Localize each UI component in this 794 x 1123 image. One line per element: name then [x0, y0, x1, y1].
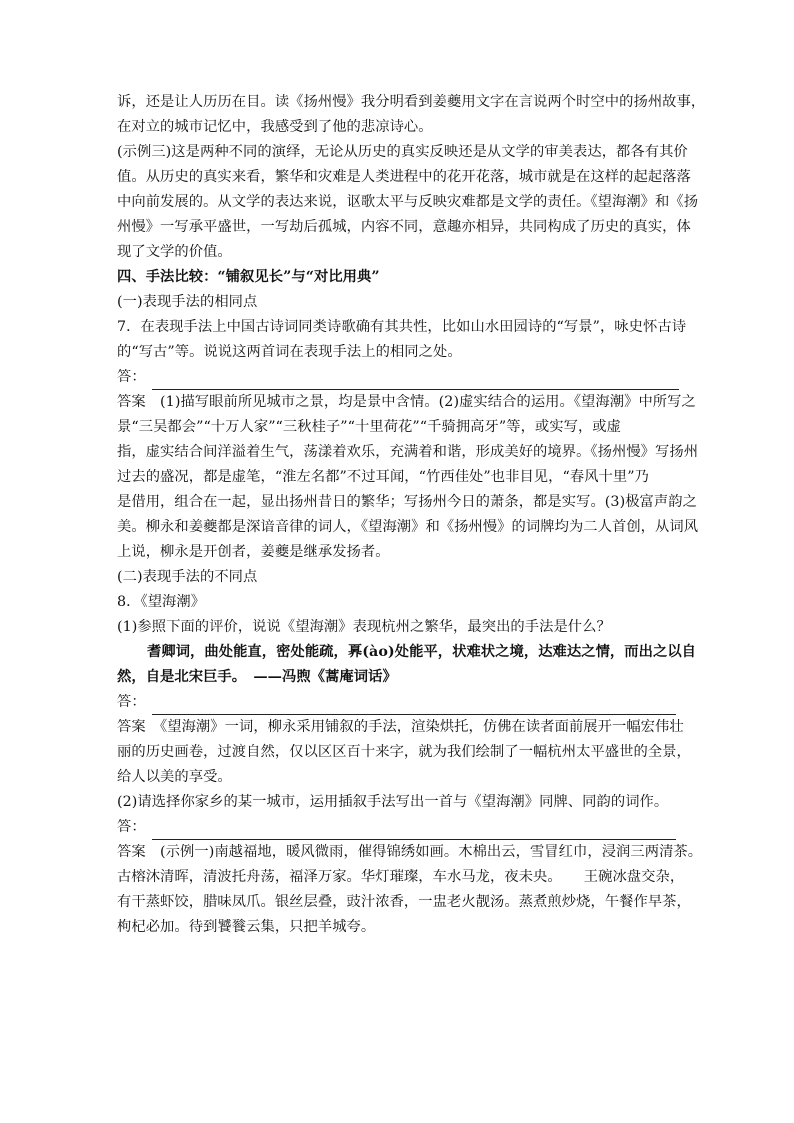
answer-field[interactable]: [117, 365, 679, 390]
document-page: [117, 90, 706, 940]
quote-line: 耆卿词，曲处能直，密处能疏，奡(ào)处能平，状难状之境，达难达之情，而出之以自: [147, 644, 697, 660]
answer-8-2-segment: 古榕沐清晖，清波托舟荡，福泽万家。华灯璀璨，车水马龙，夜未央。: [117, 869, 562, 885]
answer-8-2-line: 枸杞必加。待到饕餮云集，只把羊城夸。: [117, 919, 376, 935]
answer-label: 答：: [117, 369, 146, 385]
answer-8-1-line: 给人以美的享受。: [117, 769, 232, 785]
question-7-line: 7．在表现手法上中国古诗词同类诗歌确有其共性，比如山水田园诗的“写景”，咏史怀古诗: [117, 319, 687, 335]
answer-label: 答：: [117, 819, 146, 835]
question-8-2: (2)请选择你家乡的某一城市，运用插叙手法写出一首与《望海潮》同牌、同韵的词作。: [117, 794, 669, 810]
text-line: (示例三)这是两种不同的演绎，无论从历史的真实反映还是从文学的审美表达，都各有其价: [117, 144, 688, 160]
answer-7-line: 答案 (1)描写眼前所见城市之景，均是景中含情。(2)虚实结合的运用。《望海潮》中所写之: [117, 394, 696, 410]
subsection-heading: (一)表现手法的相同点: [117, 294, 258, 310]
subsection-heading: (二)表现手法的不同点: [117, 569, 258, 585]
text-line: 州慢》一写承平盛世，一写劫后孤城，内容不同，意趣亦相异，共同构成了历史的真实，体: [117, 219, 691, 235]
answer-underline: [152, 822, 676, 840]
answer-8-1-line: 答案 《望海潮》一词，柳永采用铺叙的手法，渲染烘托，仿佛在读者面前展开一幅宏伟壮: [117, 719, 684, 735]
answer-underline: [152, 372, 679, 390]
question-8-title: 8．《望海潮》: [117, 594, 206, 610]
answer-8-2-line: [117, 865, 685, 890]
text-line: 在对立的城市记忆中，我感受到了他的悲凉诗心。: [117, 119, 433, 135]
answer-8-2-line: 答案 (示例一)南越福地，暖风微雨，催得锦绣如画。木棉出云，雪冒红巾，浸润三两清茶。: [117, 844, 703, 860]
answer-7-line: 景“三吴都会”“十万人家”“三秋桂子”“十里荷花”“千骑拥高牙”等，或实写，或虚: [117, 419, 621, 435]
answer-field[interactable]: [117, 690, 679, 715]
answer-field[interactable]: [117, 815, 679, 840]
answer-7-line: 上说，柳永是开创者，姜夔是继承发扬者。: [117, 544, 390, 560]
text-line: 现了文学的价值。: [117, 244, 232, 260]
answer-7-line: 是借用，组合在一起，显出扬州昔日的繁华；写扬州今日的萧条，都是实写。(3)极富声韵之: [117, 494, 697, 510]
quote-line: 然，自是北宋巨手。 ——冯煦《蒿庵词话》: [117, 669, 397, 685]
question-8-1: (1)参照下面的评价，说说《望海潮》表现杭州之繁华，最突出的手法是什么？: [117, 619, 611, 635]
answer-7-line: 指，虚实结合间洋溢着生气，荡漾着欢乐，充满着和谐，形成美好的境界。《扬州慢》写扬州: [117, 444, 699, 460]
question-7-line: 的“写古”等。说说这两首词在表现手法上的相同之处。: [117, 344, 462, 360]
answer-8-2-segment: 王碗冰盘交杂，: [583, 869, 685, 885]
text-line: 诉，还是让人历历在目。读《扬州慢》我分明看到姜夔用文字在言说两个时空中的扬州故事，: [117, 94, 706, 110]
answer-7-line: 过去的盛况，都是虚笔，“淮左名都”不过耳闻，“竹西佳处”也非目见，“春风十里”乃: [117, 469, 649, 485]
section-heading: 四、手法比较：“铺叙见长”与“对比用典”: [117, 269, 380, 285]
answer-8-1-line: 丽的历史画卷，过渡自然，仅以区区百十来字，就为我们绘制了一幅杭州太平盛世的全景，: [117, 744, 691, 760]
answer-label: 答：: [117, 694, 146, 710]
answer-8-2-line: 有干蒸虾饺，腊味凤爪。银丝层叠，豉汁浓香，一盅老火靓汤。蒸煮煎炒烧，午餐作早茶，: [117, 894, 691, 910]
answer-underline: [152, 697, 676, 715]
text-line: 值。从历史的真实来看，繁华和灾难是人类进程中的花开花落，城市就是在这样的起起落落: [117, 169, 691, 185]
answer-7-line: 美。柳永和姜夔都是深谙音律的词人，《望海潮》和《扬州慢》的词牌均为二人首创，从词风: [117, 519, 699, 535]
text-line: 中向前发展的。从文学的表达来说，讴歌太平与反映灾难都是文学的责任。《望海潮》和《扬: [117, 194, 699, 210]
